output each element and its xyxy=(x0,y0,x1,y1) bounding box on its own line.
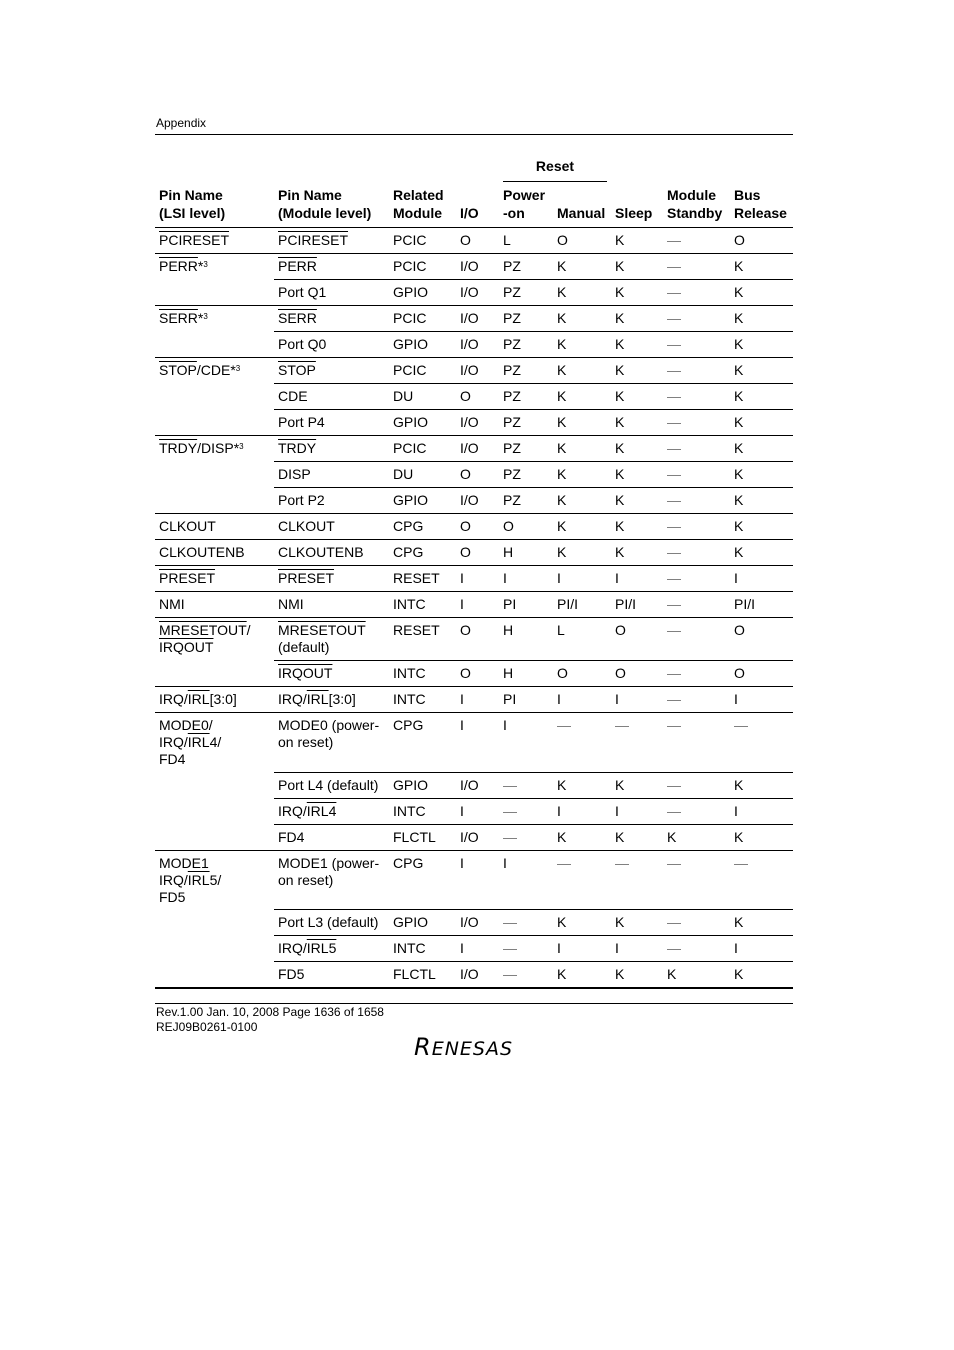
cell-standby: — xyxy=(663,661,730,687)
cell-standby: — xyxy=(663,332,730,358)
cell-manual: K xyxy=(553,280,611,306)
table-row xyxy=(155,910,793,936)
table-row xyxy=(155,592,793,618)
cell-related: INTC xyxy=(389,661,456,687)
pin-name-module: PRESET xyxy=(274,566,389,592)
pin-name-lsi xyxy=(155,384,274,410)
pin-name-module: FD5 xyxy=(274,962,389,989)
cell-manual: K xyxy=(553,540,611,566)
cell-bus-release: K xyxy=(730,410,793,436)
cell-manual: — xyxy=(553,850,611,910)
table-row xyxy=(155,436,793,462)
cell-standby: — xyxy=(663,798,730,824)
cell-bus-release: K xyxy=(730,332,793,358)
cell-io: I xyxy=(456,687,499,713)
col-power-on: Power -on xyxy=(499,184,553,228)
pin-name-module: STOP xyxy=(274,358,389,384)
cell-related: FLCTL xyxy=(389,962,456,989)
cell-related: GPIO xyxy=(389,332,456,358)
cell-manual: K xyxy=(553,254,611,280)
pin-name-lsi: NMI xyxy=(155,592,274,618)
cell-manual: K xyxy=(553,384,611,410)
pin-name-lsi xyxy=(155,488,274,514)
table-row xyxy=(155,358,793,384)
cell-standby: — xyxy=(663,358,730,384)
cell-standby: — xyxy=(663,306,730,332)
cell-io: O xyxy=(456,514,499,540)
cell-sleep: K xyxy=(611,410,663,436)
pin-name-module: IRQOUT xyxy=(274,661,389,687)
cell-sleep: I xyxy=(611,687,663,713)
cell-manual: K xyxy=(553,462,611,488)
cell-bus-release: K xyxy=(730,436,793,462)
pin-name-module: IRQ/$\overline{IRL}[3:0]$ xyxy=(274,687,389,713)
footer-revision: Rev.1.00 Jan. 10, 2008 Page 1636 of 1658 xyxy=(156,1005,384,1019)
cell-power-on: PZ xyxy=(499,306,553,332)
cell-standby: — xyxy=(663,772,730,798)
cell-manual: K xyxy=(553,306,611,332)
reset-group-header: Reset xyxy=(499,155,611,184)
cell-power-on: PI xyxy=(499,592,553,618)
cell-manual: I xyxy=(553,936,611,962)
cell-bus-release: K xyxy=(730,280,793,306)
pin-name-module: Port Q1 xyxy=(274,280,389,306)
cell-power-on: O xyxy=(499,514,553,540)
pin-name-module: CLKOUT xyxy=(274,514,389,540)
cell-bus-release: I xyxy=(730,798,793,824)
cell-bus-release: O xyxy=(730,228,793,254)
pin-name-module: NMI xyxy=(274,592,389,618)
pin-name-lsi: TRDY/DISP*$^3$ xyxy=(155,436,274,462)
cell-sleep: I xyxy=(611,936,663,962)
pin-name-module: DISP xyxy=(274,462,389,488)
cell-manual: K xyxy=(553,410,611,436)
cell-power-on: — xyxy=(499,936,553,962)
cell-power-on: H xyxy=(499,618,553,661)
cell-manual: K xyxy=(553,488,611,514)
cell-power-on: I xyxy=(499,566,553,592)
cell-bus-release: K xyxy=(730,514,793,540)
cell-io: I xyxy=(456,566,499,592)
pin-name-lsi xyxy=(155,824,274,850)
cell-sleep: K xyxy=(611,332,663,358)
pin-name-module: TRDY xyxy=(274,436,389,462)
cell-io: I xyxy=(456,592,499,618)
cell-sleep: I xyxy=(611,798,663,824)
cell-power-on: — xyxy=(499,798,553,824)
cell-power-on: — xyxy=(499,910,553,936)
cell-standby: — xyxy=(663,687,730,713)
cell-sleep: K xyxy=(611,254,663,280)
cell-io: I xyxy=(456,798,499,824)
cell-related: PCIC xyxy=(389,436,456,462)
pin-name-module: MRESETOUT (default) xyxy=(274,618,389,661)
pin-name-module: Port P2 xyxy=(274,488,389,514)
cell-sleep: K xyxy=(611,910,663,936)
table-row xyxy=(155,687,793,713)
header-rule xyxy=(155,134,793,135)
pin-name-lsi: PRESET xyxy=(155,566,274,592)
cell-manual: K xyxy=(553,962,611,989)
cell-related: INTC xyxy=(389,798,456,824)
cell-power-on: H xyxy=(499,540,553,566)
cell-bus-release: I xyxy=(730,936,793,962)
cell-manual: K xyxy=(553,436,611,462)
cell-standby: — xyxy=(663,910,730,936)
cell-sleep: I xyxy=(611,566,663,592)
cell-bus-release: — xyxy=(730,713,793,773)
table-row xyxy=(155,280,793,306)
col-bus-release: Bus Release xyxy=(730,184,793,228)
pin-name-lsi: PCIRESET xyxy=(155,228,274,254)
cell-manual: K xyxy=(553,514,611,540)
cell-power-on: PZ xyxy=(499,488,553,514)
pin-name-lsi xyxy=(155,962,274,989)
cell-sleep: K xyxy=(611,306,663,332)
cell-sleep: K xyxy=(611,384,663,410)
cell-manual: K xyxy=(553,772,611,798)
pin-name-lsi xyxy=(155,280,274,306)
pin-name-module: PCIRESET xyxy=(274,228,389,254)
table-row xyxy=(155,661,793,687)
cell-power-on: PZ xyxy=(499,280,553,306)
cell-related: CPG xyxy=(389,514,456,540)
table-row xyxy=(155,384,793,410)
pin-name-lsi xyxy=(155,798,274,824)
cell-related: RESET xyxy=(389,566,456,592)
cell-manual: K xyxy=(553,358,611,384)
cell-sleep: K xyxy=(611,488,663,514)
pin-name-lsi: PERR*$^3$ xyxy=(155,254,274,280)
cell-bus-release: K xyxy=(730,462,793,488)
cell-standby: — xyxy=(663,254,730,280)
cell-sleep: O xyxy=(611,618,663,661)
cell-standby: — xyxy=(663,713,730,773)
cell-io: I/O xyxy=(456,358,499,384)
cell-standby: — xyxy=(663,280,730,306)
cell-standby: — xyxy=(663,384,730,410)
cell-standby: — xyxy=(663,488,730,514)
cell-bus-release: K xyxy=(730,254,793,280)
pin-name-lsi xyxy=(155,410,274,436)
cell-power-on: H xyxy=(499,661,553,687)
col-module-standby: Module Standby xyxy=(663,184,730,228)
cell-related: INTC xyxy=(389,687,456,713)
cell-related: GPIO xyxy=(389,772,456,798)
cell-related: FLCTL xyxy=(389,824,456,850)
cell-io: O xyxy=(456,462,499,488)
renesas-logo: RENESAS xyxy=(414,1033,514,1061)
col-related-module: Related Module xyxy=(389,184,456,228)
cell-io: O xyxy=(456,661,499,687)
cell-related: GPIO xyxy=(389,910,456,936)
cell-power-on: PZ xyxy=(499,436,553,462)
cell-manual: PI/I xyxy=(553,592,611,618)
cell-io: I/O xyxy=(456,254,499,280)
pin-name-lsi: MODE1 IRQ/$\overline{IRL}5/$ FD5 xyxy=(155,850,274,910)
cell-io: O xyxy=(456,540,499,566)
table-row xyxy=(155,713,793,773)
cell-related: GPIO xyxy=(389,488,456,514)
cell-related: RESET xyxy=(389,618,456,661)
cell-io: O xyxy=(456,618,499,661)
cell-io: I/O xyxy=(456,824,499,850)
table-row xyxy=(155,772,793,798)
cell-io: I xyxy=(456,850,499,910)
pin-name-lsi xyxy=(155,661,274,687)
cell-io: I/O xyxy=(456,332,499,358)
pin-name-module: Port P4 xyxy=(274,410,389,436)
cell-bus-release: K xyxy=(730,488,793,514)
cell-standby: — xyxy=(663,462,730,488)
cell-sleep: K xyxy=(611,462,663,488)
cell-manual: I xyxy=(553,566,611,592)
cell-related: GPIO xyxy=(389,410,456,436)
cell-related: PCIC xyxy=(389,254,456,280)
cell-bus-release: K xyxy=(730,910,793,936)
pin-name-module: MODE0 (power- on reset) xyxy=(274,713,389,773)
pin-name-module: FD4 xyxy=(274,824,389,850)
cell-bus-release: K xyxy=(730,540,793,566)
pin-name-module: SERR xyxy=(274,306,389,332)
pin-name-module: CLKOUTENB xyxy=(274,540,389,566)
cell-power-on: — xyxy=(499,962,553,989)
cell-io: I/O xyxy=(456,772,499,798)
cell-standby: — xyxy=(663,228,730,254)
cell-power-on: PZ xyxy=(499,332,553,358)
table-row xyxy=(155,306,793,332)
cell-sleep: K xyxy=(611,280,663,306)
cell-bus-release: O xyxy=(730,661,793,687)
cell-sleep: — xyxy=(611,713,663,773)
pin-name-lsi: STOP/CDE*$^3$ xyxy=(155,358,274,384)
cell-related: PCIC xyxy=(389,306,456,332)
table-body xyxy=(155,228,793,989)
cell-standby: — xyxy=(663,436,730,462)
table-row xyxy=(155,824,793,850)
col-manual: Manual xyxy=(553,184,611,228)
pin-name-module: CDE xyxy=(274,384,389,410)
cell-manual: — xyxy=(553,713,611,773)
cell-manual: O xyxy=(553,228,611,254)
cell-power-on: PZ xyxy=(499,384,553,410)
cell-sleep: K xyxy=(611,358,663,384)
pin-name-lsi xyxy=(155,462,274,488)
cell-related: INTC xyxy=(389,936,456,962)
cell-power-on: PI xyxy=(499,687,553,713)
pin-name-lsi xyxy=(155,936,274,962)
cell-power-on: L xyxy=(499,228,553,254)
cell-io: I/O xyxy=(456,436,499,462)
cell-sleep: K xyxy=(611,540,663,566)
cell-bus-release: K xyxy=(730,358,793,384)
pin-name-lsi xyxy=(155,910,274,936)
pin-name-module: IRQ/IRL5 xyxy=(274,936,389,962)
cell-sleep: K xyxy=(611,228,663,254)
pin-name-lsi: CLKOUTENB xyxy=(155,540,274,566)
cell-bus-release: O xyxy=(730,618,793,661)
table-row xyxy=(155,228,793,254)
table-row xyxy=(155,618,793,661)
col-pin-module: Pin Name (Module level) xyxy=(274,184,389,228)
cell-io: O xyxy=(456,384,499,410)
table-row xyxy=(155,936,793,962)
cell-sleep: PI/I xyxy=(611,592,663,618)
cell-power-on: I xyxy=(499,713,553,773)
pin-name-lsi: MRESETOUT/ IRQOUT xyxy=(155,618,274,661)
pin-function-table xyxy=(155,155,793,989)
cell-related: PCIC xyxy=(389,228,456,254)
cell-bus-release: I xyxy=(730,566,793,592)
col-sleep: Sleep xyxy=(611,184,663,228)
cell-bus-release: I xyxy=(730,687,793,713)
cell-io: I/O xyxy=(456,962,499,989)
cell-sleep: K xyxy=(611,824,663,850)
cell-standby: K xyxy=(663,962,730,989)
table-row xyxy=(155,566,793,592)
cell-bus-release: K xyxy=(730,772,793,798)
cell-manual: K xyxy=(553,910,611,936)
cell-bus-release: PI/I xyxy=(730,592,793,618)
cell-standby: — xyxy=(663,936,730,962)
cell-sleep: O xyxy=(611,661,663,687)
cell-manual: L xyxy=(553,618,611,661)
pin-name-module: IRQ/IRL4 xyxy=(274,798,389,824)
cell-power-on: PZ xyxy=(499,254,553,280)
cell-manual: I xyxy=(553,687,611,713)
cell-io: O xyxy=(456,228,499,254)
cell-manual: I xyxy=(553,798,611,824)
cell-manual: K xyxy=(553,824,611,850)
cell-related: PCIC xyxy=(389,358,456,384)
cell-related: CPG xyxy=(389,713,456,773)
cell-bus-release: K xyxy=(730,962,793,989)
table-row xyxy=(155,410,793,436)
cell-power-on: PZ xyxy=(499,462,553,488)
cell-sleep: K xyxy=(611,772,663,798)
table-row xyxy=(155,254,793,280)
cell-standby: — xyxy=(663,410,730,436)
cell-related: DU xyxy=(389,462,456,488)
table-row xyxy=(155,488,793,514)
pin-name-module: PERR xyxy=(274,254,389,280)
pin-name-module: Port L3 (default) xyxy=(274,910,389,936)
cell-standby: K xyxy=(663,824,730,850)
cell-io: I xyxy=(456,936,499,962)
cell-standby: — xyxy=(663,850,730,910)
cell-power-on: — xyxy=(499,824,553,850)
pin-name-lsi: MODE0/ IRQ/$\overline{IRL}4/$ FD4 xyxy=(155,713,274,773)
cell-bus-release: K xyxy=(730,384,793,410)
cell-manual: O xyxy=(553,661,611,687)
cell-related: INTC xyxy=(389,592,456,618)
cell-sleep: K xyxy=(611,514,663,540)
table-row xyxy=(155,798,793,824)
cell-io: I/O xyxy=(456,280,499,306)
pin-name-lsi: IRQ/$\overline{IRL}[3:0]$ xyxy=(155,687,274,713)
pin-name-lsi xyxy=(155,772,274,798)
cell-related: GPIO xyxy=(389,280,456,306)
cell-io: I/O xyxy=(456,306,499,332)
cell-standby: — xyxy=(663,514,730,540)
table-row xyxy=(155,962,793,989)
cell-io: I/O xyxy=(456,410,499,436)
cell-standby: — xyxy=(663,566,730,592)
table-row xyxy=(155,514,793,540)
cell-io: I/O xyxy=(456,488,499,514)
cell-bus-release: — xyxy=(730,850,793,910)
cell-related: CPG xyxy=(389,540,456,566)
cell-related: CPG xyxy=(389,850,456,910)
table-row xyxy=(155,332,793,358)
cell-power-on: PZ xyxy=(499,410,553,436)
cell-manual: K xyxy=(553,332,611,358)
pin-name-lsi: CLKOUT xyxy=(155,514,274,540)
footer-doc-number: REJ09B0261-0100 xyxy=(156,1020,258,1034)
pin-name-module: MODE1 (power- on reset) xyxy=(274,850,389,910)
pin-name-lsi: SERR*$^3$ xyxy=(155,306,274,332)
cell-sleep: K xyxy=(611,436,663,462)
cell-power-on: — xyxy=(499,772,553,798)
table-row xyxy=(155,540,793,566)
cell-standby: — xyxy=(663,540,730,566)
cell-power-on: I xyxy=(499,850,553,910)
table-row xyxy=(155,462,793,488)
table-row xyxy=(155,850,793,910)
cell-standby: — xyxy=(663,592,730,618)
cell-io: I xyxy=(456,713,499,773)
pin-name-module: Port L4 (default) xyxy=(274,772,389,798)
col-pin-lsi: Pin Name (LSI level) xyxy=(155,184,274,228)
cell-sleep: K xyxy=(611,962,663,989)
cell-bus-release: K xyxy=(730,306,793,332)
pin-name-module: Port Q0 xyxy=(274,332,389,358)
footer-rule xyxy=(155,1003,793,1004)
section-label: Appendix xyxy=(156,116,207,130)
cell-sleep: — xyxy=(611,850,663,910)
cell-bus-release: K xyxy=(730,824,793,850)
cell-related: DU xyxy=(389,384,456,410)
col-io: I/O xyxy=(456,184,499,228)
cell-io: I/O xyxy=(456,910,499,936)
cell-power-on: PZ xyxy=(499,358,553,384)
cell-standby: — xyxy=(663,618,730,661)
pin-name-lsi xyxy=(155,332,274,358)
